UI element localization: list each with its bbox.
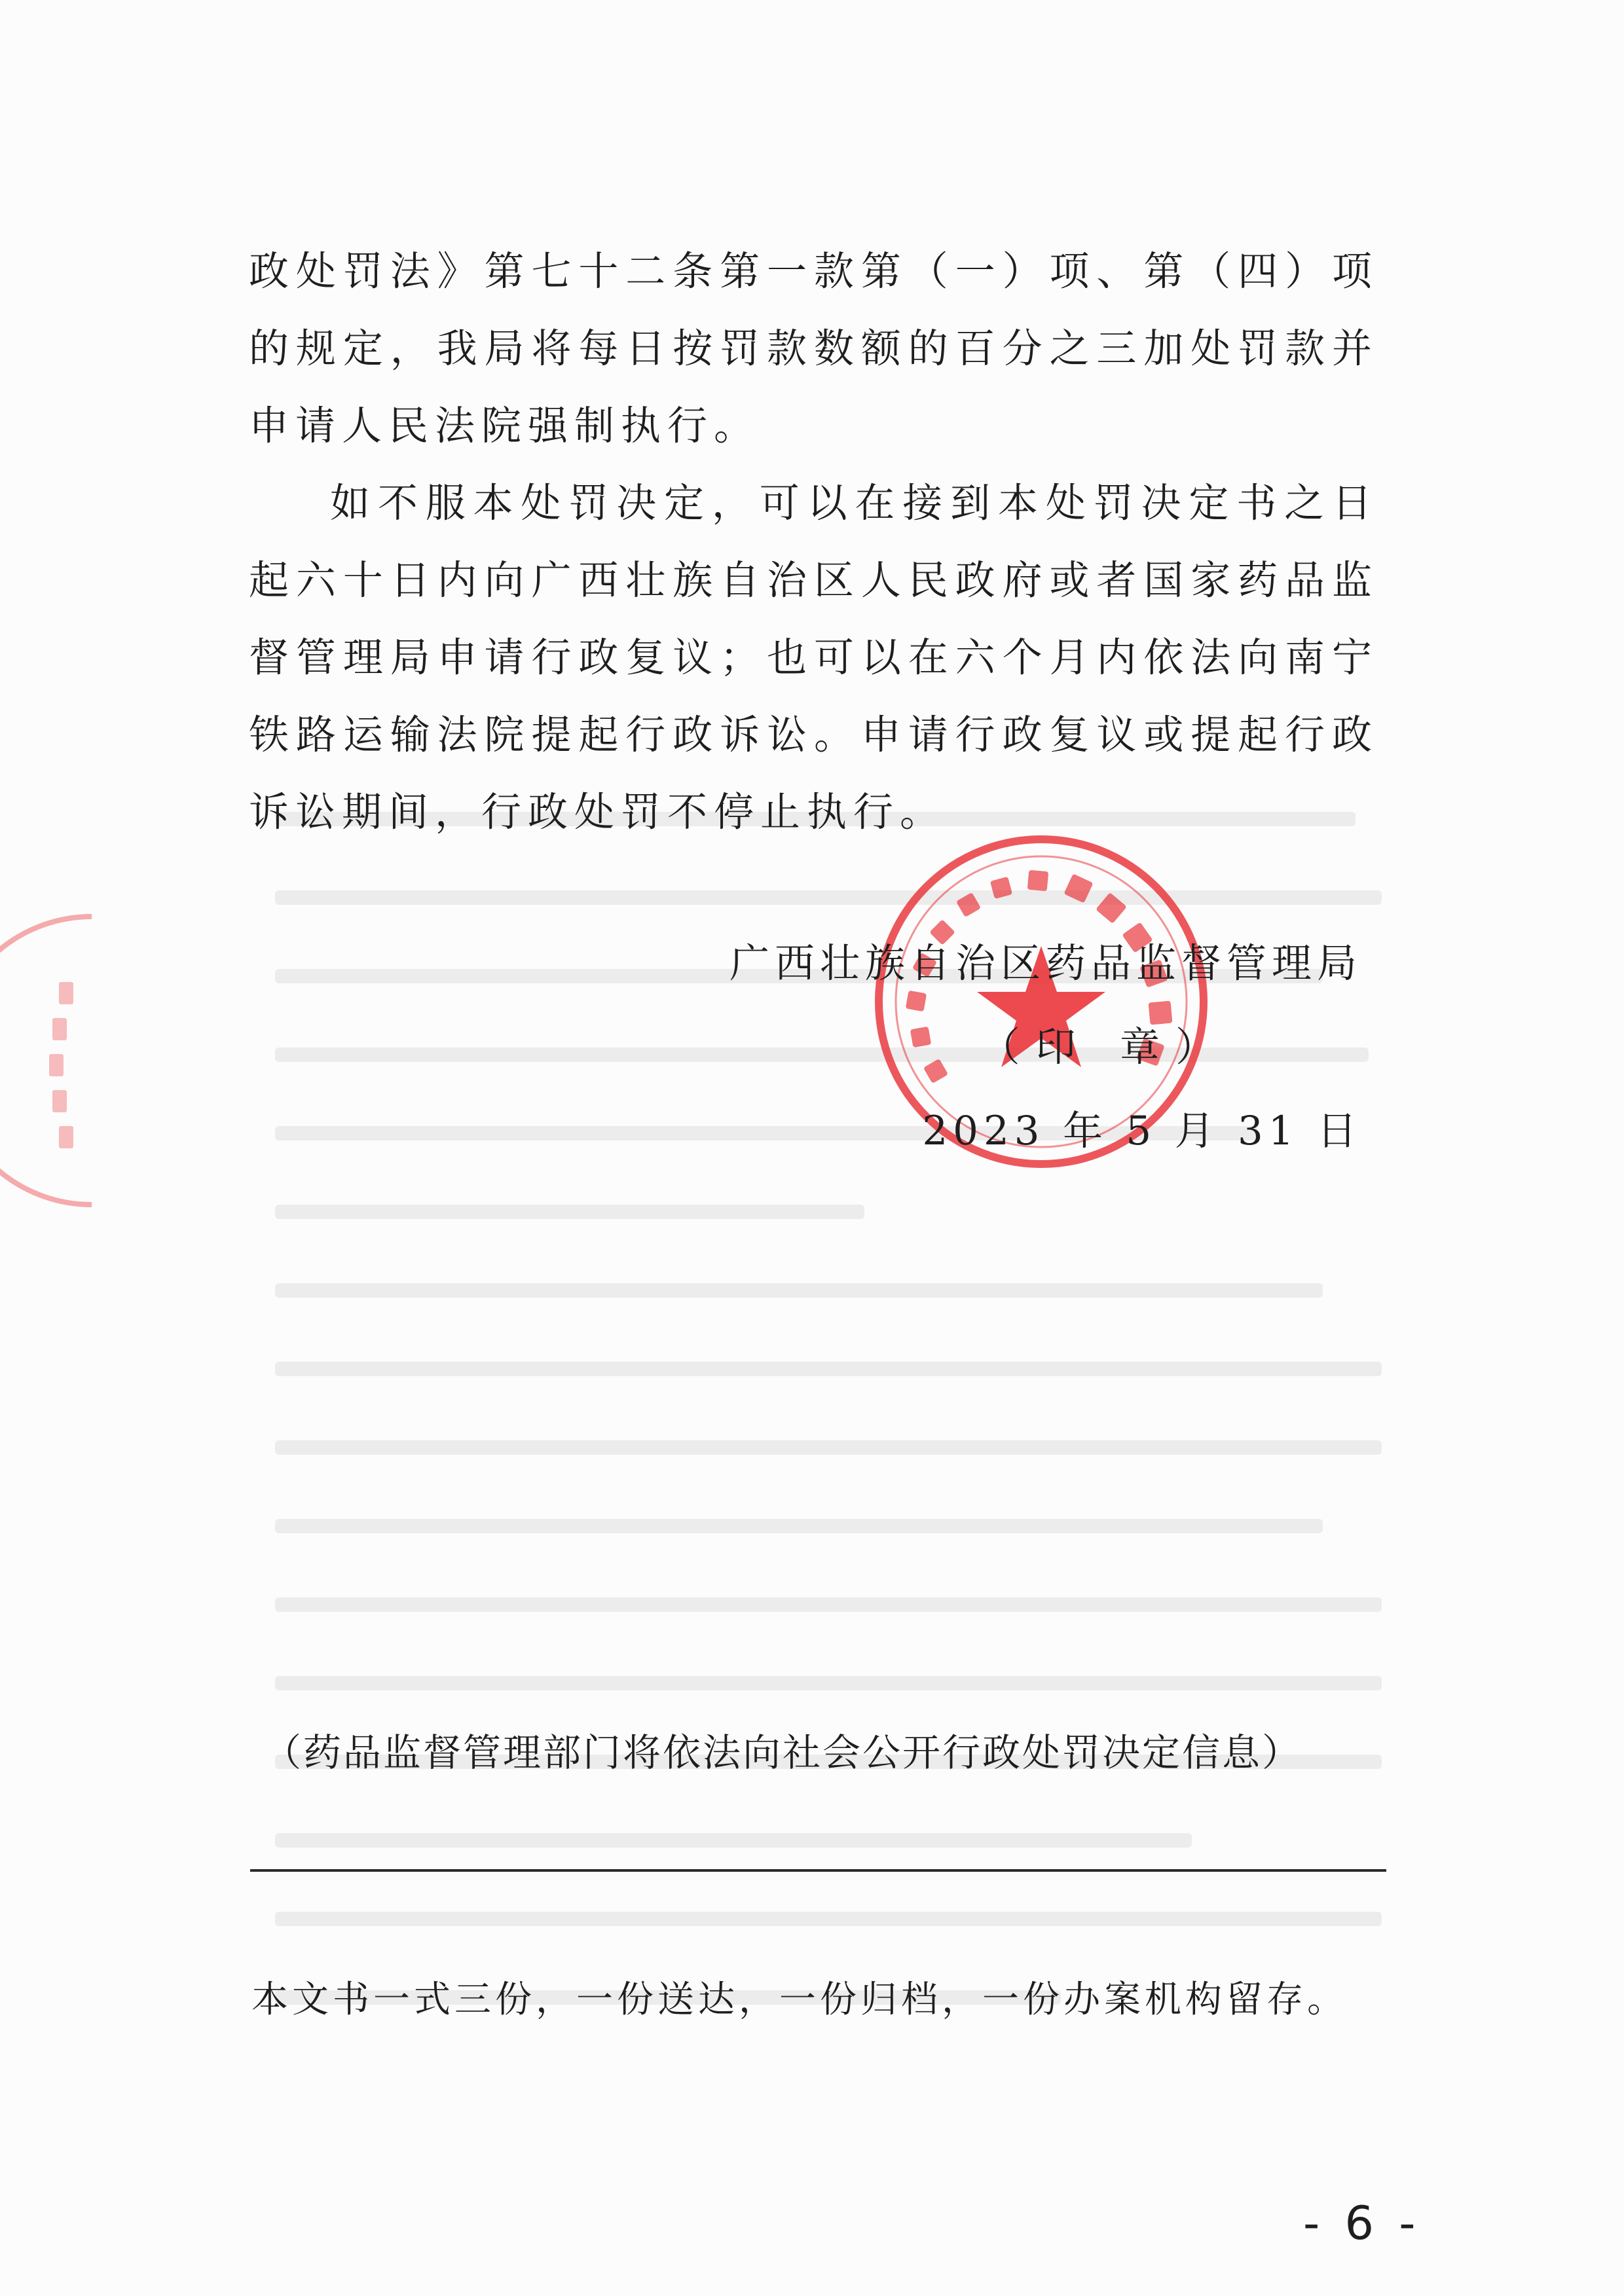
paragraph-appeal-rights: 如不服本处罚决定，可以在接到本处罚决定书之日起六十日内向广西壮族自治区人民政府或者国家药品监督管理局申请行政复议；也可以在六个月内依法向南宁铁路运输法院提起行政诉讼。申请行政复议或提起行政诉讼期间，行政处罚不停止执行。 xyxy=(249,480,1378,835)
issuer-name: 广西壮族自治区药品监督管理局 xyxy=(729,940,1362,987)
copies-note: 本文书一式三份，一份送达，一份归档，一份办案机构留存。 xyxy=(251,1978,1348,2021)
seal-label: （印 章） xyxy=(980,1024,1231,1070)
issue-date: 2023 年 5 月 31 日 xyxy=(922,1108,1362,1154)
margin-stamp-icon xyxy=(0,903,131,1218)
paragraph-legal-basis: 政处罚法》第七十二条第一款第（一）项、第（四）项的规定，我局将每日按罚款数额的百分之三加处罚款并申请人民法院强制执行。 xyxy=(249,248,1378,449)
public-disclosure-notice: （药品监督管理部门将依法向社会公开行政处罚决定信息） xyxy=(263,1730,1302,1775)
divider-line xyxy=(250,1869,1386,1872)
body-text xyxy=(249,233,1378,851)
page-number: - 6 - xyxy=(1303,2196,1421,2250)
signature-block xyxy=(729,922,1362,1173)
